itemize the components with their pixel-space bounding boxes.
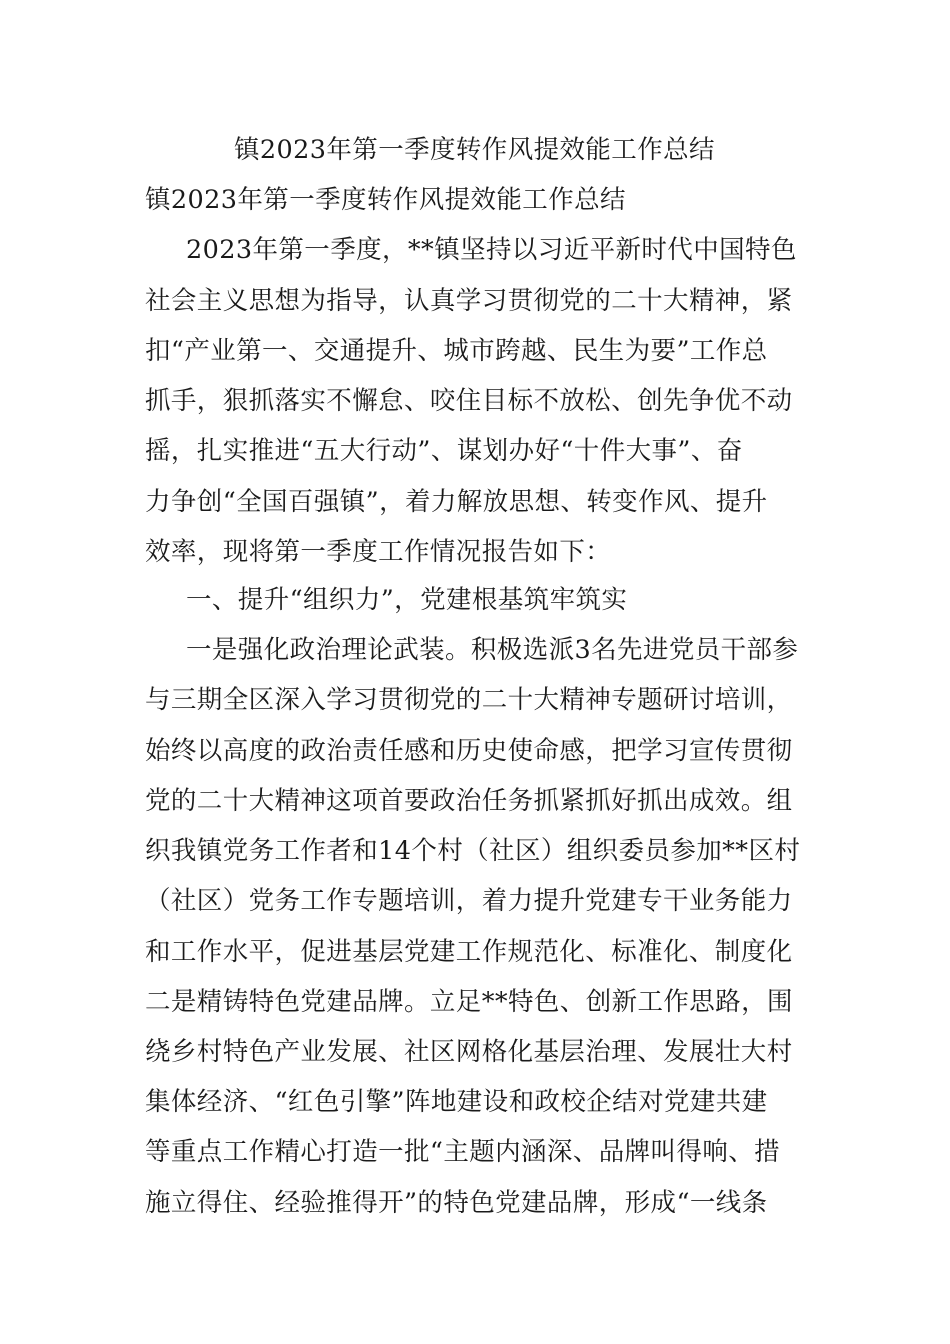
paragraph-line: 效率，现将第一季度工作情况报告如下： [145, 537, 612, 567]
paragraph-line: （社区）党务工作专题培训，着力提升党建专干业务能力 [145, 886, 793, 916]
paragraph-line: 绕乡村特色产业发展、社区网格化基层治理、发展壮大村 [145, 1037, 793, 1067]
paragraph-line: 二是精铸特色党建品牌。立足**特色、创新工作思路，围 [145, 987, 793, 1017]
paragraph-line: 抓手，狠抓落实不懈怠、咬住目标不放松、创先争优不动 [145, 386, 793, 416]
paragraph-line: 施立得住、经验推得开”的特色党建品牌，形成“一线条 [145, 1188, 768, 1218]
document-title: 镇2023年第一季度转作风提效能工作总结 [234, 135, 715, 165]
paragraph-line: 等重点工作精心打造一批“主题内涵深、品牌叫得响、措 [145, 1137, 781, 1167]
paragraph-line: 摇，扎实推进“五大行动”、谋划办好“十件大事”、奋 [145, 436, 743, 466]
paragraph-line: 力争创“全国百强镇”，着力解放思想、转变作风、提升 [145, 487, 768, 517]
paragraph-line: 织我镇党务工作者和14个村（社区）组织委员参加**区村 [145, 836, 801, 866]
paragraph-line: 和工作水平，促进基层党建工作规范化、标准化、制度化 [145, 937, 793, 967]
paragraph-line: 2023年第一季度，**镇坚持以习近平新时代中国特色 [186, 235, 797, 265]
paragraph-line: 与三期全区深入学习贯彻党的二十大精神专题研讨培训， [145, 685, 793, 715]
document-subtitle: 镇2023年第一季度转作风提效能工作总结 [145, 185, 626, 215]
paragraph-line: 扣“产业第一、交通提升、城市跨越、民生为要”工作总 [145, 336, 768, 366]
paragraph-line: 社会主义思想为指导，认真学习贯彻党的二十大精神，紧 [145, 286, 793, 316]
section-heading: 一、提升“组织力”，党建根基筑牢筑实 [186, 585, 628, 615]
paragraph-line: 集体经济、“红色引擎”阵地建设和政校企结对党建共建 [145, 1087, 768, 1117]
paragraph-line: 一是强化政治理论武装。积极选派3名先进党员干部参 [186, 635, 799, 665]
paragraph-line: 党的二十大精神这项首要政治任务抓紧抓好抓出成效。组 [145, 786, 793, 816]
paragraph-line: 始终以高度的政治责任感和历史使命感，把学习宣传贯彻 [145, 736, 793, 766]
